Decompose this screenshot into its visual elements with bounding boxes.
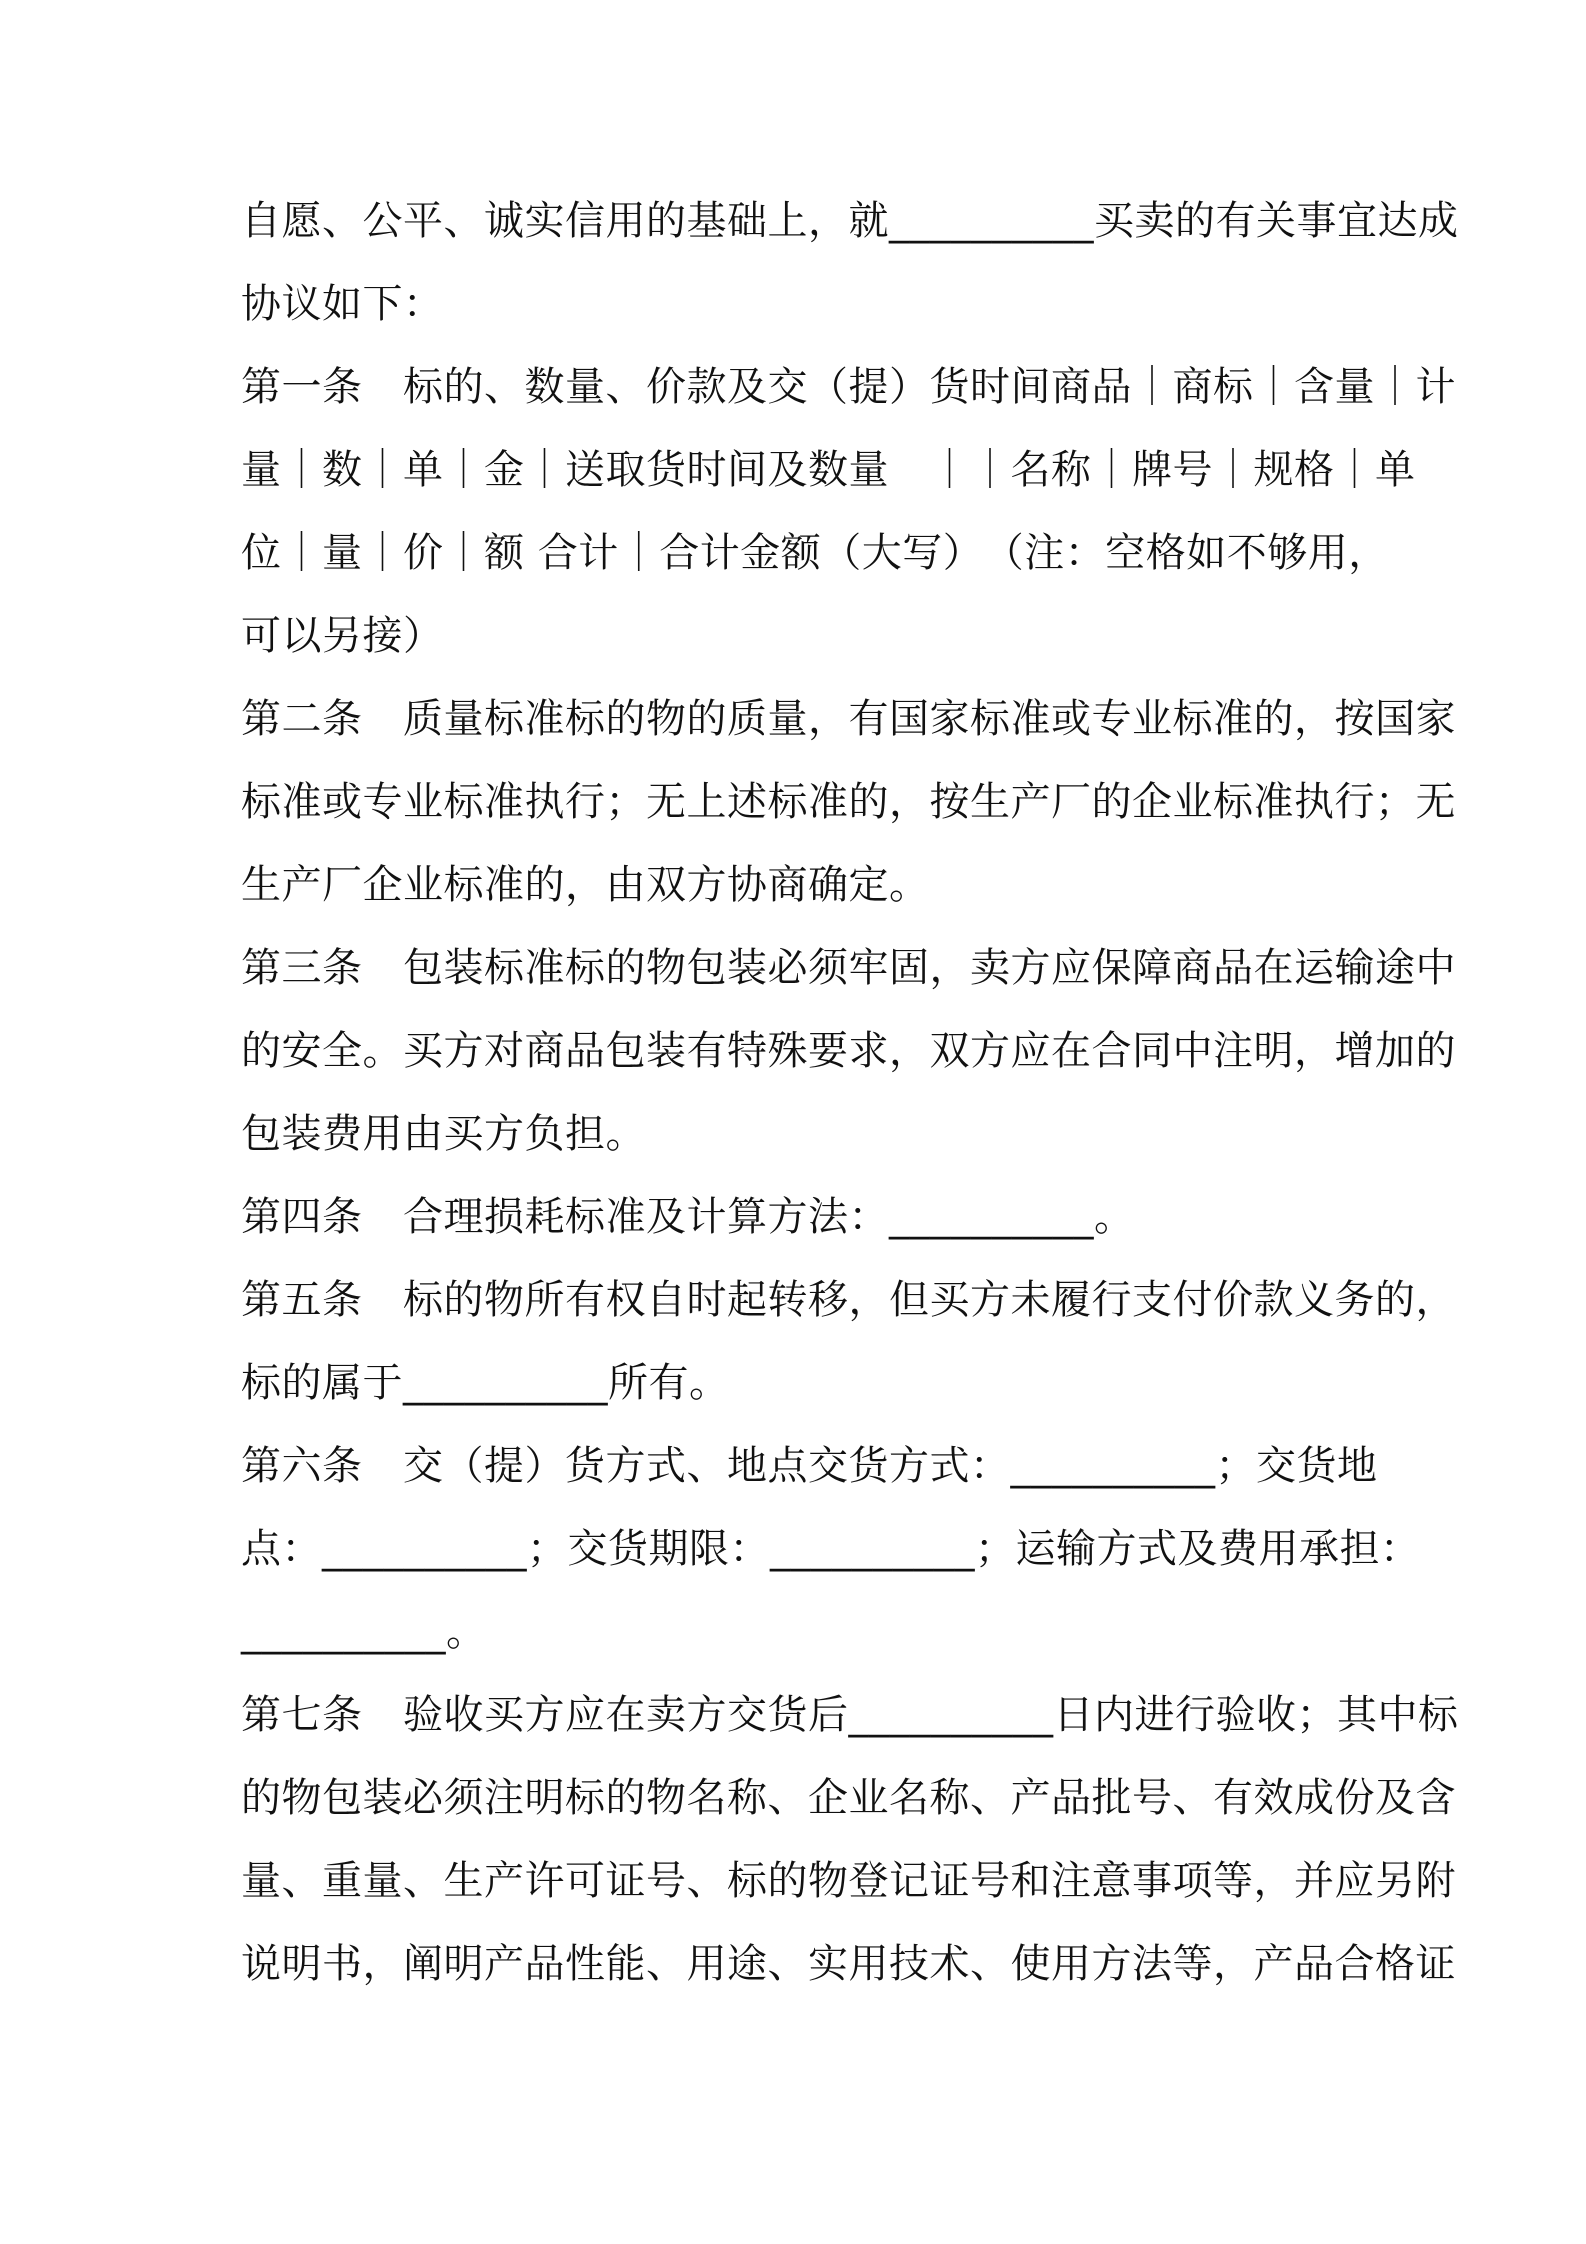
text-line: 自愿、公平、诚实信用的基础上，就__________买卖的有关事宜达成 (241, 198, 1459, 244)
text-line: 位｜量｜价｜额 合计｜合计金额（大写） （注：空格如不够用， (241, 530, 1389, 576)
article-7-heading-line: 第七条 验收买方应在卖方交货后__________日内进行验收；其中标 (241, 1692, 1459, 1738)
text-line: 点：__________；交货期限：__________；运输方式及费用承担： (241, 1526, 1421, 1572)
text-line: 标准或专业标准执行；无上述标准的，按生产厂的企业标准执行；无 (241, 779, 1456, 825)
article-5-heading-line: 第五条 标的物所有权自时起转移，但买方未履行支付价款义务的， (241, 1277, 1456, 1323)
text-line: 说明书，阐明产品性能、用途、实用技术、使用方法等，产品合格证 (241, 1941, 1456, 1987)
text-line: 生产厂企业标准的，由双方协商确定。 (241, 862, 930, 908)
text-line: 的安全。买方对商品包装有特殊要求，双方应在合同中注明，增加的 (241, 1028, 1456, 1074)
text-line: 可以另接） (241, 613, 444, 659)
text-line: 的物包装必须注明标的物名称、企业名称、产品批号、有效成份及含 (241, 1775, 1456, 1821)
text-line: 标的属于__________所有。 (241, 1360, 730, 1406)
text-line: 量｜数｜单｜金｜送取货时间及数量 ｜｜名称｜牌号｜规格｜单 (241, 447, 1416, 493)
text-line: 协议如下： (241, 281, 444, 327)
text-line: 包装费用由买方负担。 (241, 1111, 646, 1157)
article-3-heading-line: 第三条 包装标准标的物包装必须牢固，卖方应保障商品在运输途中 (241, 945, 1456, 991)
article-2-heading-line: 第二条 质量标准标的物的质量，有国家标准或专业标准的，按国家 (241, 696, 1456, 742)
article-4-heading-line: 第四条 合理损耗标准及计算方法：__________。 (241, 1194, 1135, 1240)
article-6-heading-line: 第六条 交（提）货方式、地点交货方式：__________；交货地 (241, 1443, 1378, 1489)
text-line: 量、重量、生产许可证号、标的物登记证号和注意事项等，并应另附 (241, 1858, 1456, 1904)
text-line: __________。 (241, 1609, 487, 1655)
article-1-heading-line: 第一条 标的、数量、价款及交（提）货时间商品｜商标｜含量｜计 (241, 364, 1456, 410)
